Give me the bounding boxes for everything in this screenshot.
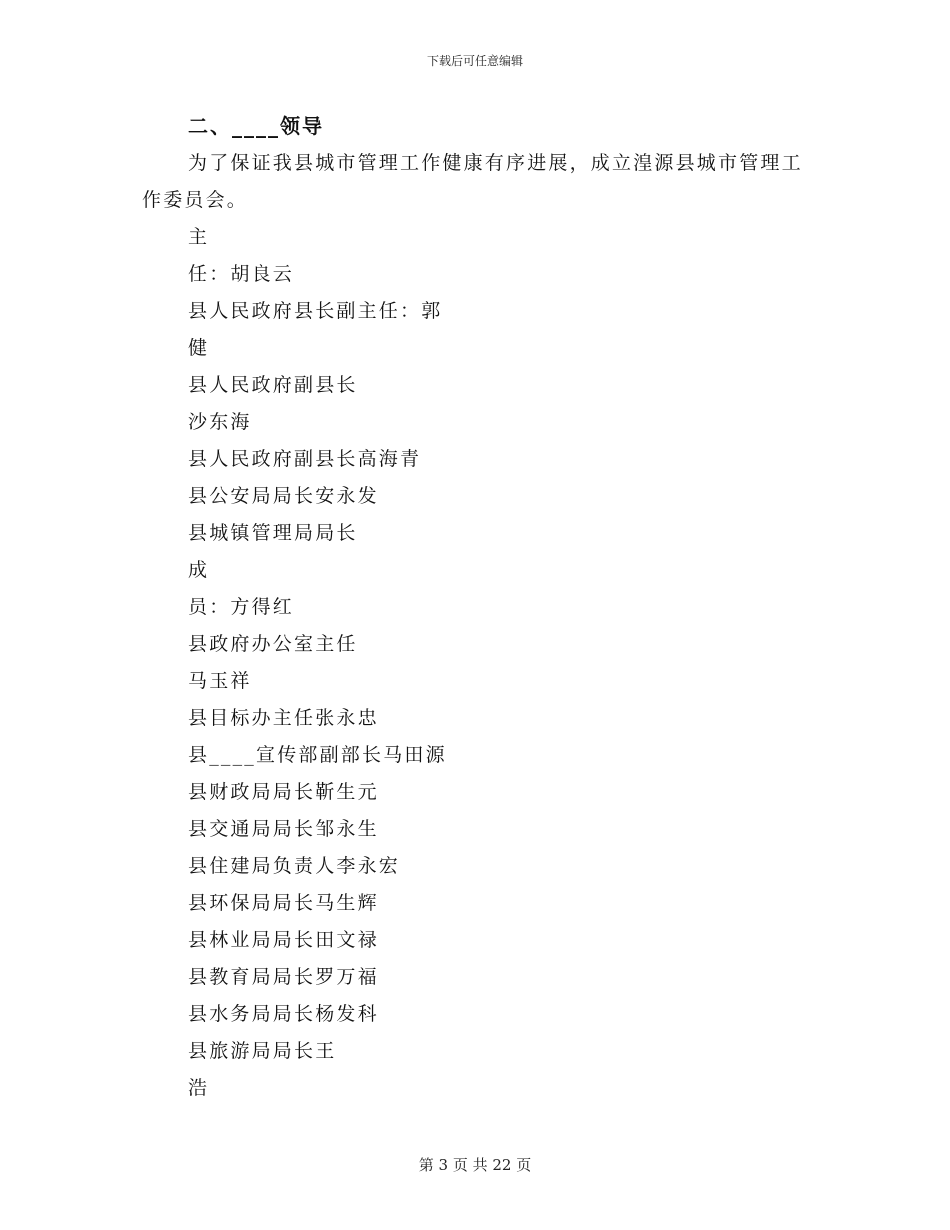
list-item: 县目标办主任张永忠 <box>188 707 379 729</box>
list-item: 任：胡良云 <box>188 263 295 285</box>
list-item: 县公安局局长安永发 <box>188 485 379 507</box>
list-item: 主 <box>188 226 210 248</box>
list-item: 成 <box>188 559 210 581</box>
list-item: 县教育局局长罗万福 <box>188 966 379 988</box>
section-heading: 二、____领导 <box>188 114 324 138</box>
list-item: 员：方得红 <box>188 596 295 618</box>
list-item: 县住建局负责人李永宏 <box>188 855 401 877</box>
list-item: 县林业局局长田文禄 <box>188 929 379 951</box>
list-item: 县____宣传部副部长马田源 <box>188 744 447 766</box>
list-item: 县人民政府副县长 <box>188 374 358 396</box>
list-item: 沙东海 <box>188 411 252 433</box>
list-item: 县水务局局长杨发科 <box>188 1003 379 1025</box>
document-body <box>142 108 812 1107</box>
list-item: 马玉祥 <box>188 670 252 692</box>
intro-paragraph: 为了保证我县城市管理工作健康有序进展，成立湟源县城市管理工作委员会。 <box>142 152 803 211</box>
list-item: 县城镇管理局局长 <box>188 522 358 544</box>
list-item: 浩 <box>188 1077 210 1099</box>
list-item: 健 <box>188 337 210 359</box>
list-item: 县旅游局局长王 <box>188 1040 337 1062</box>
page-number: 第 3 页 共 22 页 <box>418 1156 532 1174</box>
list-item: 县交通局局长邹永生 <box>188 818 379 840</box>
list-item: 县环保局局长马生辉 <box>188 892 379 914</box>
page-header-note: 下载后可任意编辑 <box>426 54 523 68</box>
list-item: 县人民政府县长副主任：郭 <box>188 300 443 322</box>
list-item: 县财政局局长靳生元 <box>188 781 379 803</box>
list-item: 县人民政府副县长高海青 <box>188 448 422 470</box>
committee-member-list <box>142 219 812 1107</box>
list-item: 县政府办公室主任 <box>188 633 358 655</box>
